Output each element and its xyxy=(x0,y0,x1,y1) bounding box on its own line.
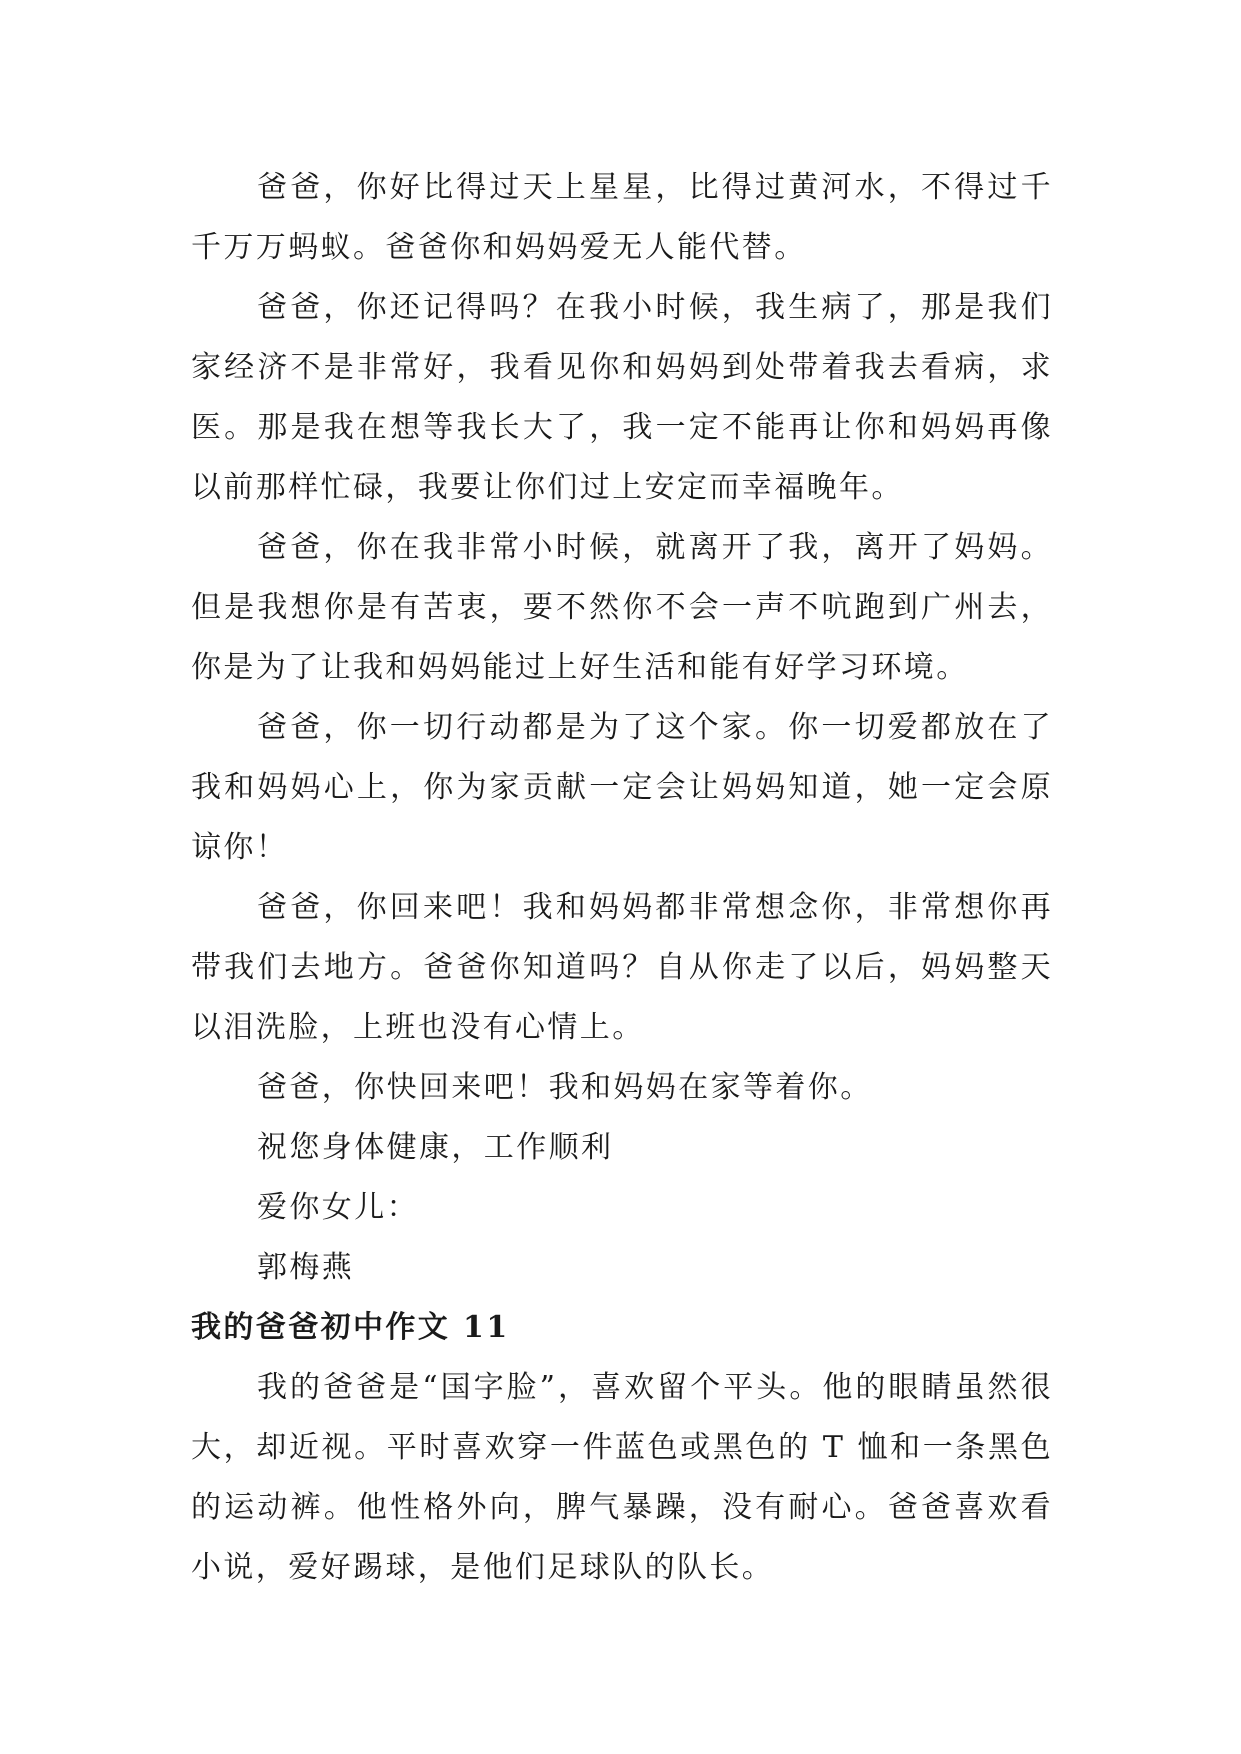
paragraph: 爸爸，你回来吧！我和妈妈都非常想念你，非常想你再带我们去地方。爸爸你知道吗？自从你走了以后，妈妈整天以泪洗脸，上班也没有心情上。 xyxy=(191,890,1053,1045)
section-title: 我的爸爸初中作文 11 xyxy=(191,1310,510,1345)
closing-line: 祝您身体健康，工作顺利 xyxy=(257,1130,614,1165)
paragraph: 爸爸，你好比得过天上星星，比得过黄河水，不得过千千万万蚂蚁。爸爸你和妈妈爱无人能代替。 xyxy=(191,170,1053,265)
signature-line: 郭梅燕 xyxy=(257,1250,355,1285)
paragraph: 爸爸，你在我非常小时候，就离开了我，离开了妈妈。但是我想你是有苦衷，要不然你不会一声不吭跑到广州去，你是为了让我和妈妈能过上好生活和能有好学习环境。 xyxy=(191,530,1053,685)
paragraph: 爸爸，你一切行动都是为了这个家。你一切爱都放在了我和妈妈心上，你为家贡献一定会让妈妈知道，她一定会原谅你！ xyxy=(191,710,1053,865)
signoff-line: 爱你女儿： xyxy=(257,1190,419,1225)
paragraph: 爸爸，你快回来吧！我和妈妈在家等着你。 xyxy=(257,1070,873,1105)
paragraph: 爸爸，你还记得吗？在我小时候，我生病了，那是我们家经济不是非常好，我看见你和妈妈到处带着我去看病，求医。那是我在想等我长大了，我一定不能再让你和妈妈再像以前那样忙碌，我要让你们过上安定而幸福晚年。 xyxy=(191,290,1053,505)
paragraph: 我的爸爸是“国字脸”，喜欢留个平头。他的眼睛虽然很大，却近视。平时喜欢穿一件蓝色或黑色的 T 恤和一条黑色的运动裤。他性格外向，脾气暴躁，没有耐心。爸爸喜欢看小说，爱好踢球，是他们足球队的队长。 xyxy=(191,1370,1053,1585)
document-page xyxy=(191,158,1053,1598)
